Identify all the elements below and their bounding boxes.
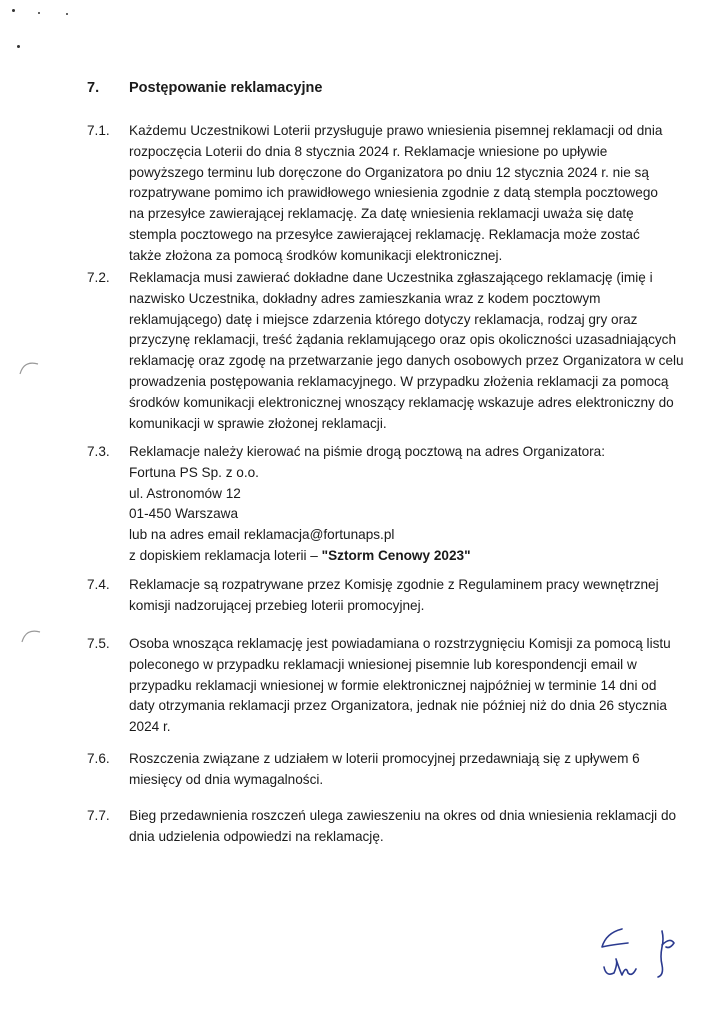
paragraph-number: 7.1. <box>87 123 110 138</box>
paragraph-text <box>129 634 671 738</box>
text-line: komisji nadzorującej przebieg loterii promocyjnej. <box>129 597 425 613</box>
text-line: Reklamacje są rozpatrywane przez Komisję zgodnie z Regulaminem pracy wewnętrznej <box>129 577 659 592</box>
paragraph-number: 7.2. <box>87 270 110 285</box>
text-line: także złożona za pomocą środków komunikacji elektronicznej. <box>129 247 503 263</box>
paragraph-number: 7.7. <box>87 808 110 823</box>
scan-speck <box>17 45 20 48</box>
address-city: 01-450 Warszawa <box>129 506 239 522</box>
annotation-prefix: z dopiskiem reklamacja loterii – <box>129 547 322 563</box>
handwritten-initials <box>592 925 682 985</box>
text-line: Każdemu Uczestnikowi Loterii przysługuje prawo wniesienia pisemnej reklamacji od dnia <box>129 123 663 138</box>
text-line: reklamację oraz zgodę na przetwarzanie jego danych osobowych przez Organizatora w celu <box>129 353 684 369</box>
text-line: poleconego w przypadku reklamacji wniesionej pisemnie lub korespondencji email w <box>129 656 637 672</box>
heading-title: Postępowanie reklamacyjne <box>129 80 323 96</box>
address-street: ul. Astronomów 12 <box>129 485 241 501</box>
scan-speck <box>66 13 68 15</box>
punch-hole-mark <box>18 358 40 378</box>
text-line: Reklamacje należy kierować na piśmie drogą pocztową na adres Organizatora: <box>129 444 606 459</box>
text-line <box>129 546 665 567</box>
text-line: miesięcy od dnia wymagalności. <box>129 771 324 787</box>
text-line: Reklamacja musi zawierać dokładne dane Uczestnika zgłaszającego reklamację (imię i <box>129 270 653 285</box>
text-line: nazwisko Uczestnika, dokładny adres zamieszkania wraz z kodem pocztowym <box>129 290 601 306</box>
punch-hole-mark <box>20 626 42 646</box>
address-email: lub na adres email reklamacja@fortunaps.pl <box>129 527 395 543</box>
text-line: powyższego terminu lub doręczone do Organizatora po dniu 12 stycznia 2024 r. nie są <box>129 164 649 180</box>
paragraph-number: 7.5. <box>87 636 110 651</box>
text-line: Osoba wnosząca reklamację jest powiadamiana o rozstrzygnięciu Komisji za pomocą listu <box>129 636 671 651</box>
text-line: rozpoczęcia Loterii do dnia 8 stycznia 2024 r. Reklamacje wniesione po upływie <box>129 143 608 159</box>
lottery-name: "Sztorm Cenowy 2023" <box>321 547 471 563</box>
text-line: stempla pocztowego na przesyłce zawierającej reklamację. Reklamacja może zostać <box>129 226 640 242</box>
scan-speck <box>38 12 40 14</box>
paragraph-text <box>129 442 665 567</box>
paragraph-text <box>129 575 665 617</box>
text-line: reklamującego) datę i miejsce zdarzenia którego dotyczy reklamacja, rodzaj gry oraz <box>129 311 638 327</box>
text-line: rozpatrywane pomimo ich prawidłowego wniesienia zgodnie z datą stempla pocztowego <box>129 185 658 201</box>
paragraph-number: 7.6. <box>87 751 110 766</box>
scan-speck <box>12 9 15 12</box>
text-line: przypadku reklamacji wniesionej w formie elektronicznej najpóźniej w terminie 14 dni od <box>129 677 657 693</box>
address-company: Fortuna PS Sp. z o.o. <box>129 464 259 480</box>
text-line: Bieg przedawnienia roszczeń ulega zawieszeniu na okres od dnia wniesienia reklamacji do <box>129 808 677 823</box>
paragraph-text <box>129 268 684 434</box>
text-line: komunikacji w sprawie złożonej reklamacji. <box>129 415 387 431</box>
text-line: dnia udzielenia odpowiedzi na reklamację. <box>129 828 384 844</box>
text-line: 2024 r. <box>129 719 171 735</box>
paragraph-number: 7.4. <box>87 577 110 592</box>
paragraph-number: 7.3. <box>87 444 110 459</box>
text-line: środków komunikacji elektronicznej wnoszący reklamację wskazuje adres elektroniczny do <box>129 394 674 410</box>
paragraph-text <box>129 806 677 848</box>
text-line: Roszczenia związane z udziałem w loterii promocyjnej przedawniają się z upływem 6 <box>129 751 640 766</box>
heading-number: 7. <box>87 80 100 96</box>
paragraph-text <box>129 749 665 791</box>
text-line: prowadzenia postępowania reklamacyjnego. W przypadku złożenia reklamacji za pomocą <box>129 373 669 389</box>
text-line: przyczynę reklamacji, treść żądania reklamującego oraz opis okoliczności uzasadniających <box>129 332 677 348</box>
paragraph-text <box>129 121 665 267</box>
text-line: na przesyłce zawierającej reklamację. Za datę wniesienia reklamacji uważa się datę <box>129 206 634 222</box>
text-line: daty otrzymania reklamacji przez Organizatora, jednak nie później niż do dnia 26 stycznia <box>129 698 667 714</box>
